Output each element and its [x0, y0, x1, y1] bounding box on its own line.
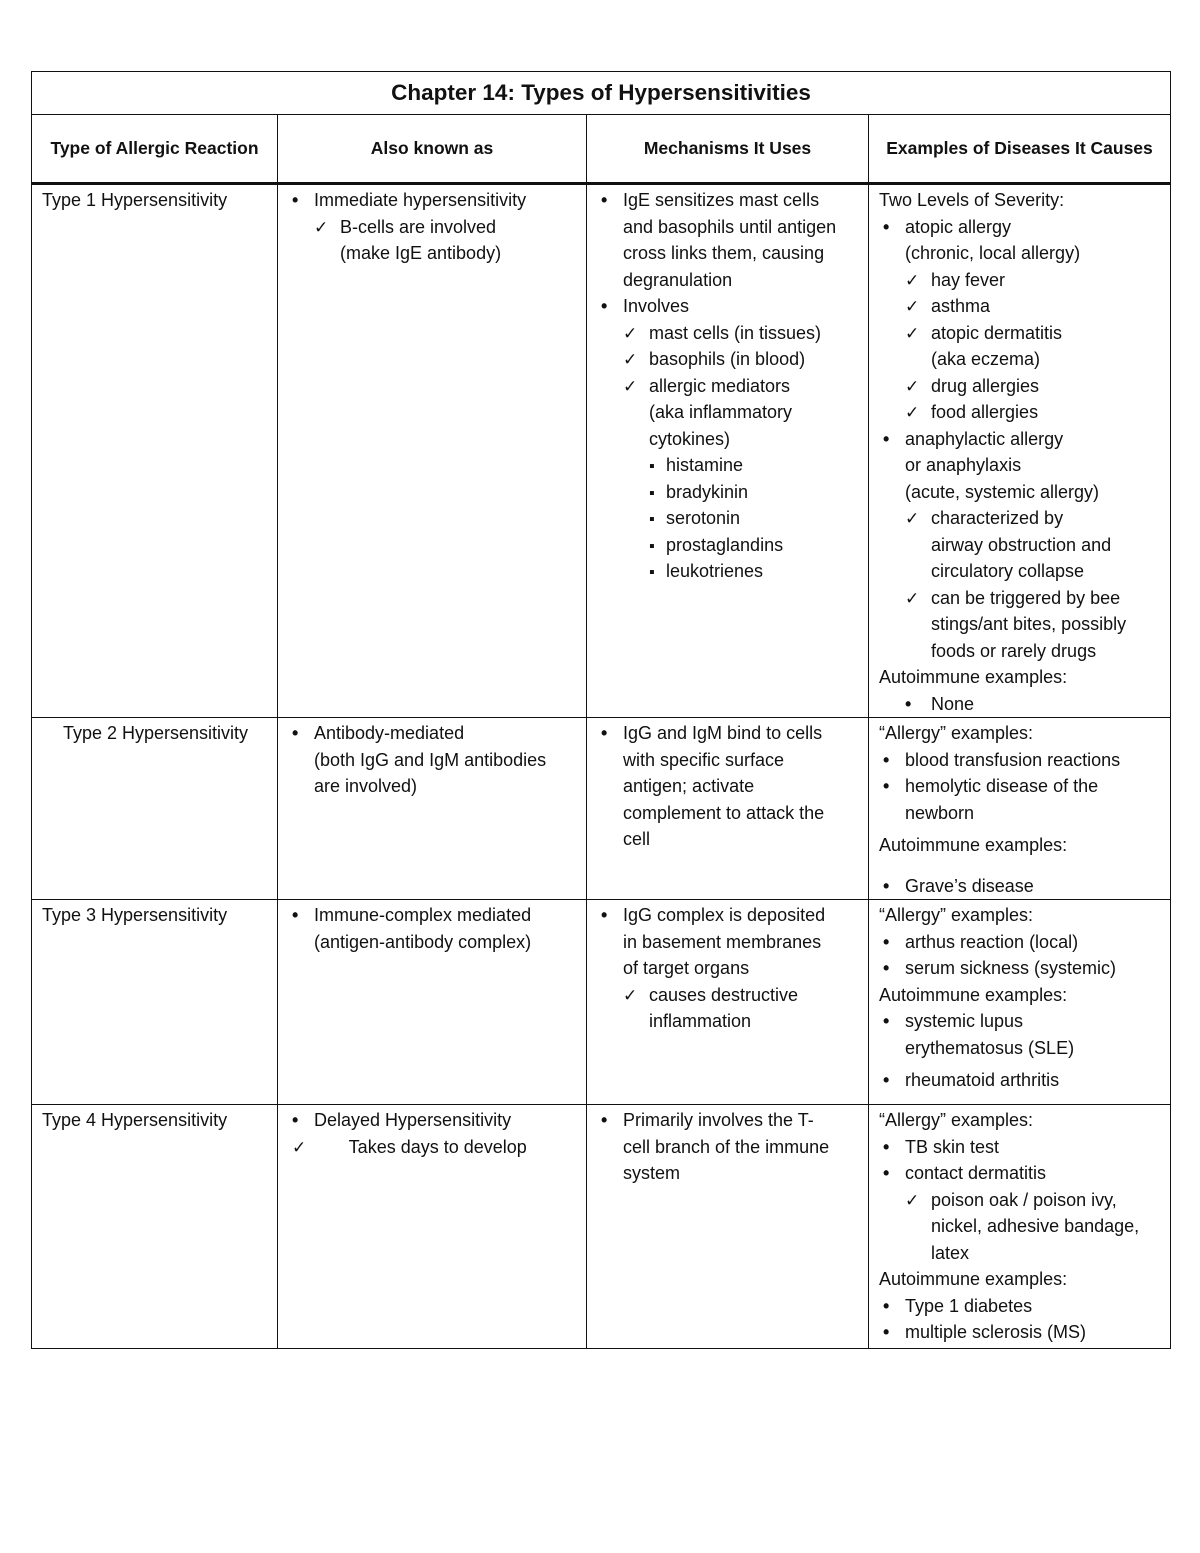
- mechanism-cell: [587, 1105, 869, 1349]
- list-item: [879, 1160, 1164, 1187]
- list-item: [597, 320, 862, 347]
- list-item-text: of target organs: [623, 958, 750, 978]
- list-item: [288, 187, 580, 214]
- list-item: [879, 1266, 1164, 1293]
- list-item-text: atopic allergy: [905, 216, 1012, 237]
- type-cell: Type 1 Hypersensitivity: [32, 184, 278, 718]
- list-item: [288, 902, 580, 929]
- list-item: [597, 982, 862, 1009]
- bullet-icon: [883, 426, 903, 453]
- bullet-icon: [601, 720, 621, 747]
- list-item-text: multiple sclerosis (MS): [905, 1322, 1087, 1342]
- bullet-icon: [292, 720, 312, 747]
- checkmark-icon: [623, 373, 643, 401]
- list-item-text: are involved): [314, 776, 418, 796]
- list-item-text: “Allergy” examples:: [879, 723, 1034, 743]
- list-item-text: TB skin test: [905, 1136, 1000, 1157]
- checkmark-icon: [905, 399, 925, 427]
- list-item: [879, 832, 1164, 859]
- list-item-text: cytokines): [649, 428, 731, 449]
- list-item: [597, 1107, 862, 1134]
- list-item-text: erythematosus (SLE): [905, 1037, 1075, 1058]
- list-item: [879, 800, 1164, 827]
- list-item-text: food allergies: [931, 402, 1039, 422]
- bullet-icon: [883, 773, 903, 800]
- list-item: [879, 773, 1164, 800]
- list-item-text: cross links them, causing: [623, 243, 825, 263]
- list-item: [597, 800, 862, 827]
- bullet-icon: [601, 1107, 621, 1134]
- list-item: [597, 826, 862, 853]
- list-item-text: (chronic, local allergy): [905, 243, 1081, 263]
- list-item-text: (antigen-antibody complex): [314, 931, 532, 952]
- list-item-text: IgG complex is deposited: [623, 905, 826, 925]
- list-item: [879, 1067, 1164, 1094]
- list-item: [597, 373, 862, 400]
- list-item: [879, 214, 1164, 241]
- list-item: [879, 1293, 1164, 1320]
- bullet-icon: [883, 214, 903, 241]
- list-item: [879, 240, 1164, 267]
- list-item-text: stings/ant bites, possibly: [931, 614, 1127, 634]
- list-item-text: Primarily involves the T-: [623, 1110, 814, 1130]
- list-item: [597, 773, 862, 800]
- list-item: [288, 720, 580, 747]
- table-row: [32, 900, 1171, 1105]
- bullet-icon: [883, 1319, 903, 1346]
- list-item-text: hemolytic disease of the: [905, 776, 1099, 796]
- checkmark-icon: [623, 346, 643, 374]
- list-item: [288, 929, 580, 956]
- list-item: [879, 532, 1164, 559]
- list-item-text: histamine: [666, 455, 744, 475]
- table-row: [32, 184, 1171, 718]
- list-item-text: system: [623, 1163, 681, 1183]
- list-item: [879, 1107, 1164, 1134]
- checkmark-icon: [623, 320, 643, 348]
- list-item-text: Grave’s disease: [905, 875, 1034, 896]
- list-item-text: Autoimmune examples:: [879, 984, 1068, 1005]
- square-bullet-icon: [649, 532, 669, 561]
- list-item-text: nickel, adhesive bandage,: [931, 1216, 1140, 1236]
- aka-cell: [278, 1105, 587, 1349]
- bullet-icon: [292, 187, 312, 214]
- bullet-icon: [883, 873, 903, 900]
- list-item: [879, 505, 1164, 532]
- list-item: [597, 720, 862, 747]
- list-item: [597, 902, 862, 929]
- checkmark-icon: [314, 214, 334, 242]
- list-item: [879, 1319, 1164, 1346]
- list-item: [288, 214, 580, 241]
- list-item: [879, 452, 1164, 479]
- list-item-text: None: [931, 693, 975, 714]
- list-item: [288, 1107, 580, 1134]
- list-item: [597, 1008, 862, 1035]
- list-item: [597, 214, 862, 241]
- list-item-text: (aka eczema): [931, 349, 1041, 369]
- list-item: [879, 720, 1164, 747]
- list-item-text: Antibody-mediated: [314, 723, 465, 743]
- list-item-text: cell: [623, 829, 651, 849]
- bullet-icon: [883, 1134, 903, 1161]
- list-item-text: allergic mediators: [649, 375, 791, 396]
- bullet-icon: [883, 747, 903, 774]
- list-item-text: (both IgG and IgM antibodies: [314, 749, 547, 770]
- list-item-text: newborn: [905, 802, 975, 823]
- list-item: [288, 240, 580, 267]
- checkmark-icon: [905, 293, 925, 321]
- list-item-text: arthus reaction (local): [905, 931, 1079, 952]
- bullet-icon: [601, 187, 621, 214]
- list-item: [597, 479, 862, 506]
- examples-cell: [869, 1105, 1171, 1349]
- list-item: [879, 1008, 1164, 1035]
- checkmark-icon: [292, 1134, 312, 1162]
- list-item: [879, 747, 1164, 774]
- mechanism-cell: [587, 718, 869, 900]
- list-item: [597, 267, 862, 294]
- list-item: [879, 982, 1164, 1009]
- table-row: [32, 718, 1171, 900]
- list-item-text: in basement membranes: [623, 931, 822, 952]
- list-item-text: latex: [931, 1242, 970, 1263]
- list-item-text: antigen; activate: [623, 776, 755, 796]
- list-item-text: (acute, systemic allergy): [905, 481, 1100, 502]
- list-item: [879, 346, 1164, 373]
- square-bullet-icon: [649, 505, 669, 534]
- square-bullet-icon: [649, 452, 669, 481]
- list-item-text: causes destructive: [649, 984, 799, 1005]
- list-item-text: contact dermatitis: [905, 1163, 1047, 1183]
- list-item-text: anaphylactic allergy: [905, 428, 1064, 449]
- list-item: [597, 1134, 862, 1161]
- table-row: [32, 1105, 1171, 1349]
- list-item: [597, 558, 862, 585]
- list-item-text: complement to attack the: [623, 802, 825, 823]
- list-item-text: bradykinin: [666, 481, 749, 502]
- list-item: [597, 293, 862, 320]
- list-item: [597, 426, 862, 453]
- list-item: [879, 293, 1164, 320]
- checkmark-icon: [905, 267, 925, 295]
- square-bullet-icon: [649, 558, 669, 587]
- list-item: [879, 611, 1164, 638]
- checkmark-icon: [905, 373, 925, 401]
- list-item-text: blood transfusion reactions: [905, 749, 1121, 770]
- list-item-text: Delayed Hypersensitivity: [314, 1110, 512, 1130]
- checkmark-icon: [623, 982, 643, 1010]
- list-item: [597, 1160, 862, 1187]
- bullet-icon: [883, 1293, 903, 1320]
- list-item: [597, 346, 862, 373]
- list-item-text: inflammation: [649, 1011, 752, 1031]
- bullet-icon: [883, 1160, 903, 1187]
- type-cell: Type 4 Hypersensitivity: [32, 1105, 278, 1349]
- list-item: [879, 373, 1164, 400]
- list-item-text: Involves: [623, 296, 690, 316]
- header-also-known-as: Also known as: [278, 115, 587, 184]
- list-item-text: or anaphylaxis: [905, 455, 1022, 475]
- list-item-text: rheumatoid arthritis: [905, 1070, 1060, 1090]
- list-item: [879, 955, 1164, 982]
- list-item: [879, 585, 1164, 612]
- list-item-text: basophils (in blood): [649, 349, 806, 369]
- checkmark-icon: [905, 1187, 925, 1215]
- type-cell: Type 3 Hypersensitivity: [32, 900, 278, 1105]
- examples-cell: [869, 718, 1171, 900]
- list-item: [879, 1240, 1164, 1267]
- list-item-text: airway obstruction and: [931, 534, 1112, 555]
- list-item: [597, 929, 862, 956]
- list-item: [879, 902, 1164, 929]
- list-item: [597, 532, 862, 559]
- list-item-text: Immune-complex mediated: [314, 905, 532, 925]
- list-item-text: atopic dermatitis: [931, 322, 1063, 343]
- header-examples: Examples of Diseases It Causes: [869, 115, 1171, 184]
- bullet-icon: [883, 929, 903, 956]
- bullet-icon: [883, 955, 903, 982]
- list-item: [288, 773, 580, 800]
- list-item: [879, 187, 1164, 214]
- bullet-icon: [601, 902, 621, 929]
- list-item: [288, 1134, 580, 1161]
- list-item-text: “Allergy” examples:: [879, 905, 1034, 925]
- list-item-text: serotonin: [666, 508, 741, 528]
- list-item-text: (aka inflammatory: [649, 402, 793, 422]
- bullet-icon: [601, 293, 621, 320]
- list-item-text: serum sickness (systemic): [905, 958, 1117, 978]
- list-item: [879, 873, 1164, 900]
- list-item: [879, 426, 1164, 453]
- list-item: [597, 505, 862, 532]
- list-item-text: Autoimmune examples:: [879, 1269, 1068, 1289]
- checkmark-icon: [905, 505, 925, 533]
- list-item-text: degranulation: [623, 269, 733, 290]
- list-item-text: Type 1 diabetes: [905, 1295, 1033, 1316]
- list-item: [879, 1187, 1164, 1214]
- aka-cell: [278, 718, 587, 900]
- list-item-text: Autoimmune examples:: [879, 667, 1068, 687]
- header-type: Type of Allergic Reaction: [32, 115, 278, 184]
- list-item: [597, 240, 862, 267]
- list-item-text: (make IgE antibody): [340, 243, 502, 263]
- list-item-text: Takes days to develop: [314, 1136, 527, 1157]
- hypersensitivity-table: [31, 71, 1171, 1349]
- aka-cell: [278, 900, 587, 1105]
- list-item-text: circulatory collapse: [931, 561, 1085, 581]
- list-item-text: characterized by: [931, 508, 1064, 528]
- list-item-text: IgG and IgM bind to cells: [623, 723, 823, 743]
- list-item-text: mast cells (in tissues): [649, 322, 822, 343]
- list-item-text: prostaglandins: [666, 534, 784, 555]
- list-item: [597, 187, 862, 214]
- square-bullet-icon: [649, 479, 669, 508]
- aka-cell: [278, 184, 587, 718]
- list-item: [879, 1213, 1164, 1240]
- list-item-text: drug allergies: [931, 375, 1040, 396]
- list-item-text: Immediate hypersensitivity: [314, 190, 527, 210]
- list-item: [879, 320, 1164, 347]
- list-item: [879, 399, 1164, 426]
- mechanism-cell: [587, 184, 869, 718]
- list-item-text: “Allergy” examples:: [879, 1110, 1034, 1130]
- bullet-icon: [883, 1067, 903, 1094]
- list-item: [288, 747, 580, 774]
- header-mechanisms: Mechanisms It Uses: [587, 115, 869, 184]
- checkmark-icon: [905, 585, 925, 613]
- list-item-text: with specific surface: [623, 749, 785, 770]
- mechanism-cell: [587, 900, 869, 1105]
- checkmark-icon: [905, 320, 925, 348]
- examples-cell: [869, 184, 1171, 718]
- list-item-text: poison oak / poison ivy,: [931, 1189, 1117, 1210]
- list-item-text: B-cells are involved: [340, 216, 497, 237]
- list-item-text: asthma: [931, 296, 991, 316]
- table-title: Chapter 14: Types of Hypersensitivities: [32, 72, 1171, 115]
- bullet-icon: [905, 691, 925, 718]
- list-item-text: and basophils until antigen: [623, 216, 837, 237]
- list-item: [879, 929, 1164, 956]
- list-item-text: Autoimmune examples:: [879, 835, 1068, 855]
- examples-cell: [869, 900, 1171, 1105]
- list-item-text: IgE sensitizes mast cells: [623, 190, 820, 210]
- list-item: [879, 1035, 1164, 1062]
- list-item-text: can be triggered by bee: [931, 587, 1121, 608]
- list-item: [879, 664, 1164, 691]
- list-item-text: Two Levels of Severity:: [879, 190, 1065, 210]
- list-item: [597, 399, 862, 426]
- bullet-icon: [883, 1008, 903, 1035]
- list-item-text: hay fever: [931, 269, 1006, 290]
- list-item: [597, 747, 862, 774]
- list-item: [879, 479, 1164, 506]
- list-item: [879, 691, 1164, 718]
- list-item-text: cell branch of the immune: [623, 1136, 830, 1157]
- bullet-icon: [292, 902, 312, 929]
- type-cell: Type 2 Hypersensitivity: [32, 718, 278, 900]
- list-item: [879, 267, 1164, 294]
- list-item: [879, 638, 1164, 665]
- list-item-text: foods or rarely drugs: [931, 640, 1097, 661]
- list-item: [879, 1134, 1164, 1161]
- list-item-text: systemic lupus: [905, 1011, 1024, 1031]
- list-item: [597, 452, 862, 479]
- list-item-text: leukotrienes: [666, 561, 764, 581]
- bullet-icon: [292, 1107, 312, 1134]
- list-item: [597, 955, 862, 982]
- list-item: [879, 558, 1164, 585]
